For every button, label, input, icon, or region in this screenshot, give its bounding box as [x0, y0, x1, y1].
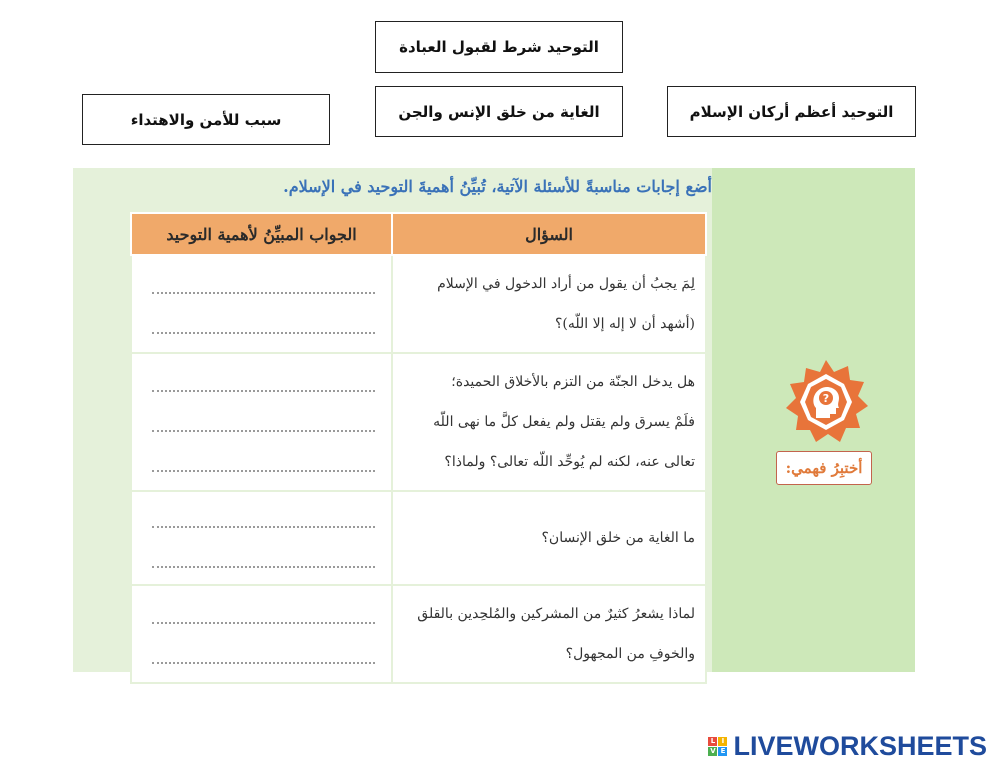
- questions-table: [130, 212, 707, 684]
- table-row: [131, 255, 706, 353]
- dotted-line: [142, 498, 381, 538]
- table-header-row: [131, 213, 706, 255]
- question-line: تعالى عنه، لكنه لم يُوحِّد اللّه تعالى؟ ولماذا؟: [444, 454, 695, 470]
- question-line: لِمَ يجبُ أن يقول من أراد الدخول في الإسلام: [437, 276, 695, 292]
- question-cell: [392, 491, 706, 585]
- table-row: [131, 585, 706, 683]
- brand-name: LIVEWORKSHEETS: [733, 731, 987, 761]
- table-row: [131, 353, 706, 491]
- head-question-icon: [782, 358, 870, 446]
- instruction-text: أضع إجابات مناسبةً للأسئلة الآتية، تُبيِّنُ أهميةَ التوحيد في الإسلام.: [283, 177, 712, 196]
- answer-column-header: الجواب المبيِّنُ لأهمية التوحيد: [131, 213, 392, 255]
- logo-letter: I: [718, 737, 727, 746]
- question-cell: [392, 255, 706, 353]
- question-cell: [392, 585, 706, 683]
- dotted-line: [142, 362, 381, 402]
- answer-drop-zone[interactable]: [131, 491, 392, 585]
- logo-mark-icon: [708, 737, 727, 756]
- question-line: ما الغاية من خلق الإنسان؟: [541, 530, 695, 546]
- question-cell: [392, 353, 706, 491]
- logo-letter: L: [708, 737, 717, 746]
- answer-drop-zone[interactable]: [131, 585, 392, 683]
- svg-text:?: ?: [822, 392, 830, 405]
- answer-drop-zone[interactable]: [131, 255, 392, 353]
- drag-option-security-guidance[interactable]: سبب للأمن والاهتداء: [82, 94, 330, 145]
- question-column-header: السؤال: [392, 213, 706, 255]
- dotted-line: [142, 264, 381, 304]
- dotted-line: [142, 442, 381, 482]
- dotted-line: [142, 402, 381, 442]
- table-row: [131, 491, 706, 585]
- question-line: فلَمْ يسرق ولم يقتل ولم يفعل كلَّ ما نهى اللّه: [433, 414, 695, 430]
- dotted-line: [142, 594, 381, 634]
- answer-drop-zone[interactable]: [131, 353, 392, 491]
- drag-option-tawhid-greatest-pillar[interactable]: التوحيد أعظم أركان الإسلام: [667, 86, 916, 137]
- dotted-line: [142, 538, 381, 578]
- question-line: والخوفِ من المجهول؟: [565, 646, 695, 662]
- dotted-line: [142, 304, 381, 344]
- logo-letter: V: [710, 747, 716, 755]
- question-line: لماذا يشعرُ كثيرٌ من المشركين والمُلحِدين بالقلق: [417, 606, 695, 622]
- logo-letter: E: [718, 747, 727, 756]
- question-line: هل يدخل الجنّة من التزم بالأخلاق الحميدة؛: [451, 374, 695, 390]
- dotted-line: [142, 634, 381, 674]
- question-line: (أشهد أن لا إله إلا اللّه)؟: [554, 316, 695, 332]
- drag-option-purpose-of-creation[interactable]: الغاية من خلق الإنس والجن: [375, 86, 623, 137]
- drag-option-tawhid-condition[interactable]: التوحيد شرط لقبول العبادة: [375, 21, 623, 73]
- badge-label: أختبِرُ فهمي:: [776, 451, 872, 485]
- liveworksheets-logo: [708, 731, 987, 762]
